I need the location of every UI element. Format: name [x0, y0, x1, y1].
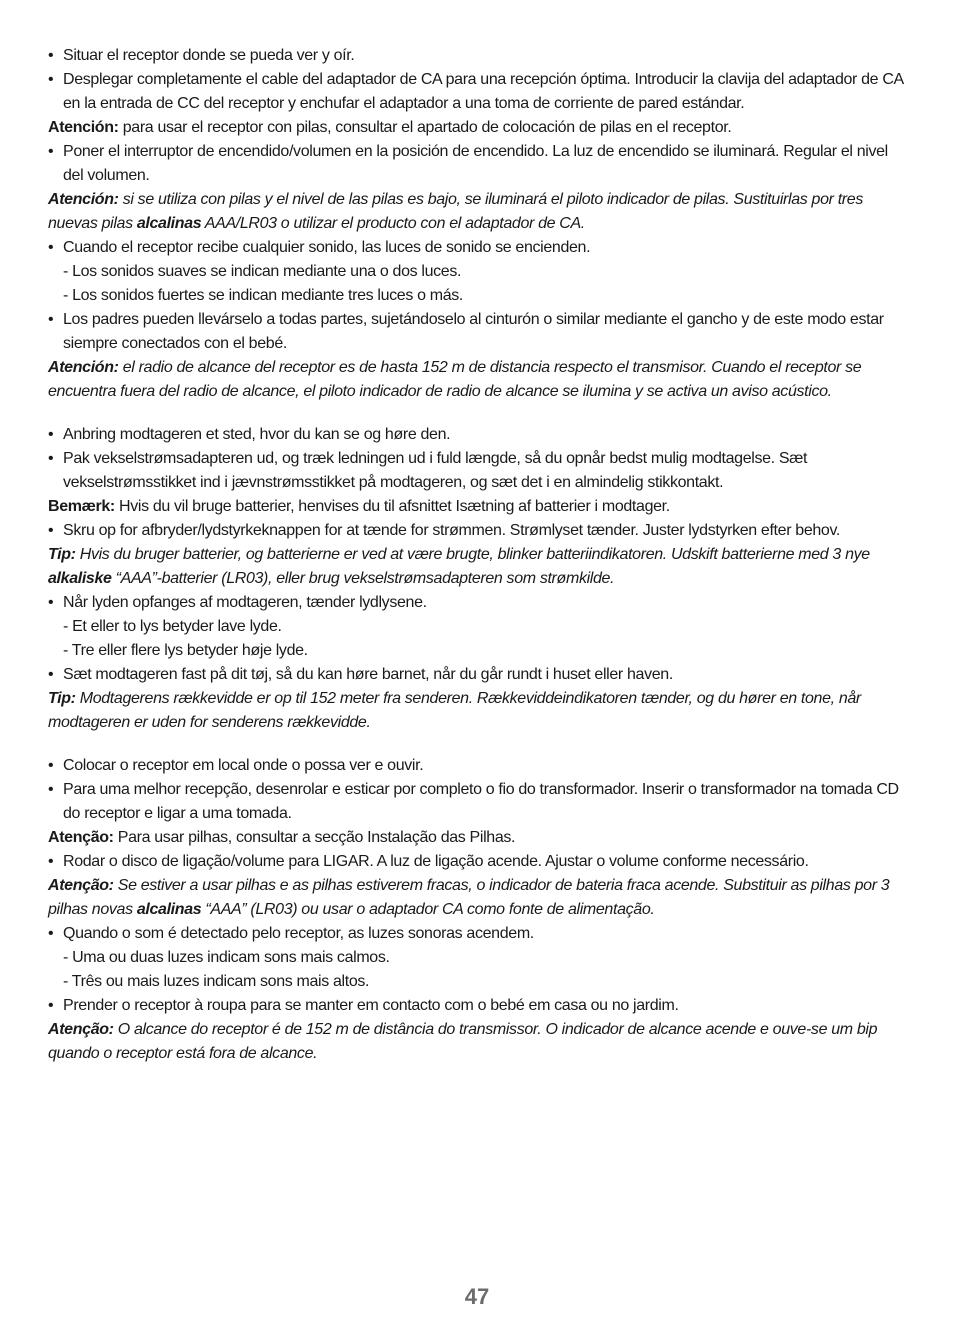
sub-item: - Uma ou duas luzes indicam sons mais calmos.	[63, 949, 390, 966]
list-item: • Cuando el receptor recibe cualquier sonido, las luces de sonido se encienden.	[48, 236, 910, 260]
note-italic	[48, 356, 910, 404]
note-label: Atención:	[48, 191, 119, 208]
note-text-end: “AAA” (LR03) ou usar o adaptador CA como fonte de alimentação.	[201, 901, 655, 918]
note-text: si se utiliza con pilas y el nivel de las pilas es bajo, se iluminará el piloto indicador de pilas. Sustituirlas por tres nuevas pilas	[48, 191, 863, 232]
document-body	[48, 44, 910, 1085]
note-emphasis: alkaliske	[48, 570, 112, 587]
note-text: el radio de alcance del receptor es de hasta 152 m de distancia respecto el transmisor. Cuando el receptor se encuentra fuera del radio de alcance, el piloto indicador de radio de alcance se ilumina y se activa un aviso acústico.	[48, 359, 862, 400]
list-item: • Pak vekselstrømsadapteren ud, og træk ledningen ud i fuld længde, så du opnår bedst mulig modtagelse. Sæt vekselstrømsstikket ind i jævnstrømsstikket på modtageren, og sæt det i en almindelig stikkontakt.	[48, 447, 910, 495]
note-text: Modtagerens rækkevidde er op til 152 meter fra senderen. Rækkeviddeindikatoren tænder, og du hører en tone, når modtageren er uden for senderens rækkevidde.	[48, 690, 861, 731]
note-label: Tip:	[48, 546, 76, 563]
note-text-end: AAA/LR03 o utilizar el producto con el adaptador de CA.	[201, 215, 585, 232]
note-italic	[48, 687, 910, 735]
note-label: Atención:	[48, 119, 119, 136]
section-pt	[48, 754, 910, 1066]
note-text: para usar el receptor con pilas, consultar el apartado de colocación de pilas en el receptor.	[118, 119, 732, 136]
note	[48, 495, 910, 519]
note-italic	[48, 1018, 910, 1066]
sub-item: - Et eller to lys betyder lave lyde.	[63, 618, 282, 635]
note-italic	[48, 188, 910, 236]
page-number: 47	[464, 1284, 490, 1309]
note-text-end: “AAA”-batterier (LR03), eller brug vekselstrømsadapteren som strømkilde.	[111, 570, 615, 587]
sub-item: - Três ou mais luzes indicam sons mais altos.	[63, 973, 370, 990]
note-text: Para usar pilhas, consultar a secção Instalação das Pilhas.	[113, 829, 516, 846]
list-item: • Anbring modtageren et sted, hvor du kan se og høre den.	[48, 423, 910, 447]
note-emphasis: alcalinas	[136, 215, 202, 232]
note-label: Atenção:	[48, 877, 114, 894]
list-item: • Skru op for afbryder/lydstyrkeknappen for at tænde for strømmen. Strømlyset tænder. Juster lydstyrken efter behov.	[48, 519, 910, 543]
note-text: Se estiver a usar pilhas e as pilhas estiverem fracas, o indicador de bateria fraca acende. Substituir as pilhas por 3 pilhas novas	[48, 877, 890, 918]
list-item: • Poner el interruptor de encendido/volumen en la posición de encendido. La luz de encendido se iluminará. Regular el nivel del volumen.	[48, 140, 910, 188]
section-es	[48, 44, 910, 404]
list-item: • Situar el receptor donde se pueda ver y oír.	[48, 44, 910, 68]
list-item: • Para uma melhor recepção, desenrolar e esticar por completo o fio do transformador. Inserir o transformador na tomada CD do receptor e ligar a uma tomada.	[48, 778, 910, 826]
sub-item: - Los sonidos suaves se indican mediante una o dos luces.	[63, 263, 462, 280]
note-label: Bemærk:	[48, 498, 115, 515]
list-item: • Quando o som é detectado pelo receptor, as luzes sonoras acendem.	[48, 922, 910, 946]
list-item: • Prender o receptor à roupa para se manter em contacto com o bebé em casa ou no jardim.	[48, 994, 910, 1018]
note	[48, 116, 910, 140]
note-text: O alcance do receptor é de 152 m de distância do transmissor. O indicador de alcance acende e ouve-se um bip quando o receptor está fora de alcance.	[48, 1021, 878, 1062]
note-label: Tip:	[48, 690, 76, 707]
list-item: • Desplegar completamente el cable del adaptador de CA para una recepción óptima. Introducir la clavija del adaptador de CA en la entrada de CC del receptor y enchufar el adaptador a una toma de corriente de pared estándar.	[48, 68, 910, 116]
note-text: Hvis du bruger batterier, og batterierne er ved at være brugte, blinker batteriindikatoren. Udskift batterierne med 3 nye	[75, 546, 870, 563]
note-italic	[48, 543, 910, 591]
note-italic	[48, 874, 910, 922]
sub-item: - Tre eller flere lys betyder høje lyde.	[63, 642, 308, 659]
note	[48, 826, 910, 850]
note-label: Atenção:	[48, 1021, 114, 1038]
note-label: Atenção:	[48, 829, 114, 846]
list-item: • Rodar o disco de ligação/volume para LIGAR. A luz de ligação acende. Ajustar o volume conforme necessário.	[48, 850, 910, 874]
section-da	[48, 423, 910, 735]
note-label: Atención:	[48, 359, 119, 376]
list-item: • Colocar o receptor em local onde o possa ver e ouvir.	[48, 754, 910, 778]
sub-item: - Los sonidos fuertes se indican mediante tres luces o más.	[63, 287, 464, 304]
note-emphasis: alcalinas	[136, 901, 202, 918]
list-item: • Los padres pueden llevárselo a todas partes, sujetándoselo al cinturón o similar mediante el gancho y de este modo estar siempre conectados con el bebé.	[48, 308, 910, 356]
list-item: • Sæt modtageren fast på dit tøj, så du kan høre barnet, når du går rundt i huset eller haven.	[48, 663, 910, 687]
list-item: • Når lyden opfanges af modtageren, tænder lydlysene.	[48, 591, 910, 615]
note-text: Hvis du vil bruge batterier, henvises du til afsnittet Isætning af batterier i modtager.	[114, 498, 670, 515]
